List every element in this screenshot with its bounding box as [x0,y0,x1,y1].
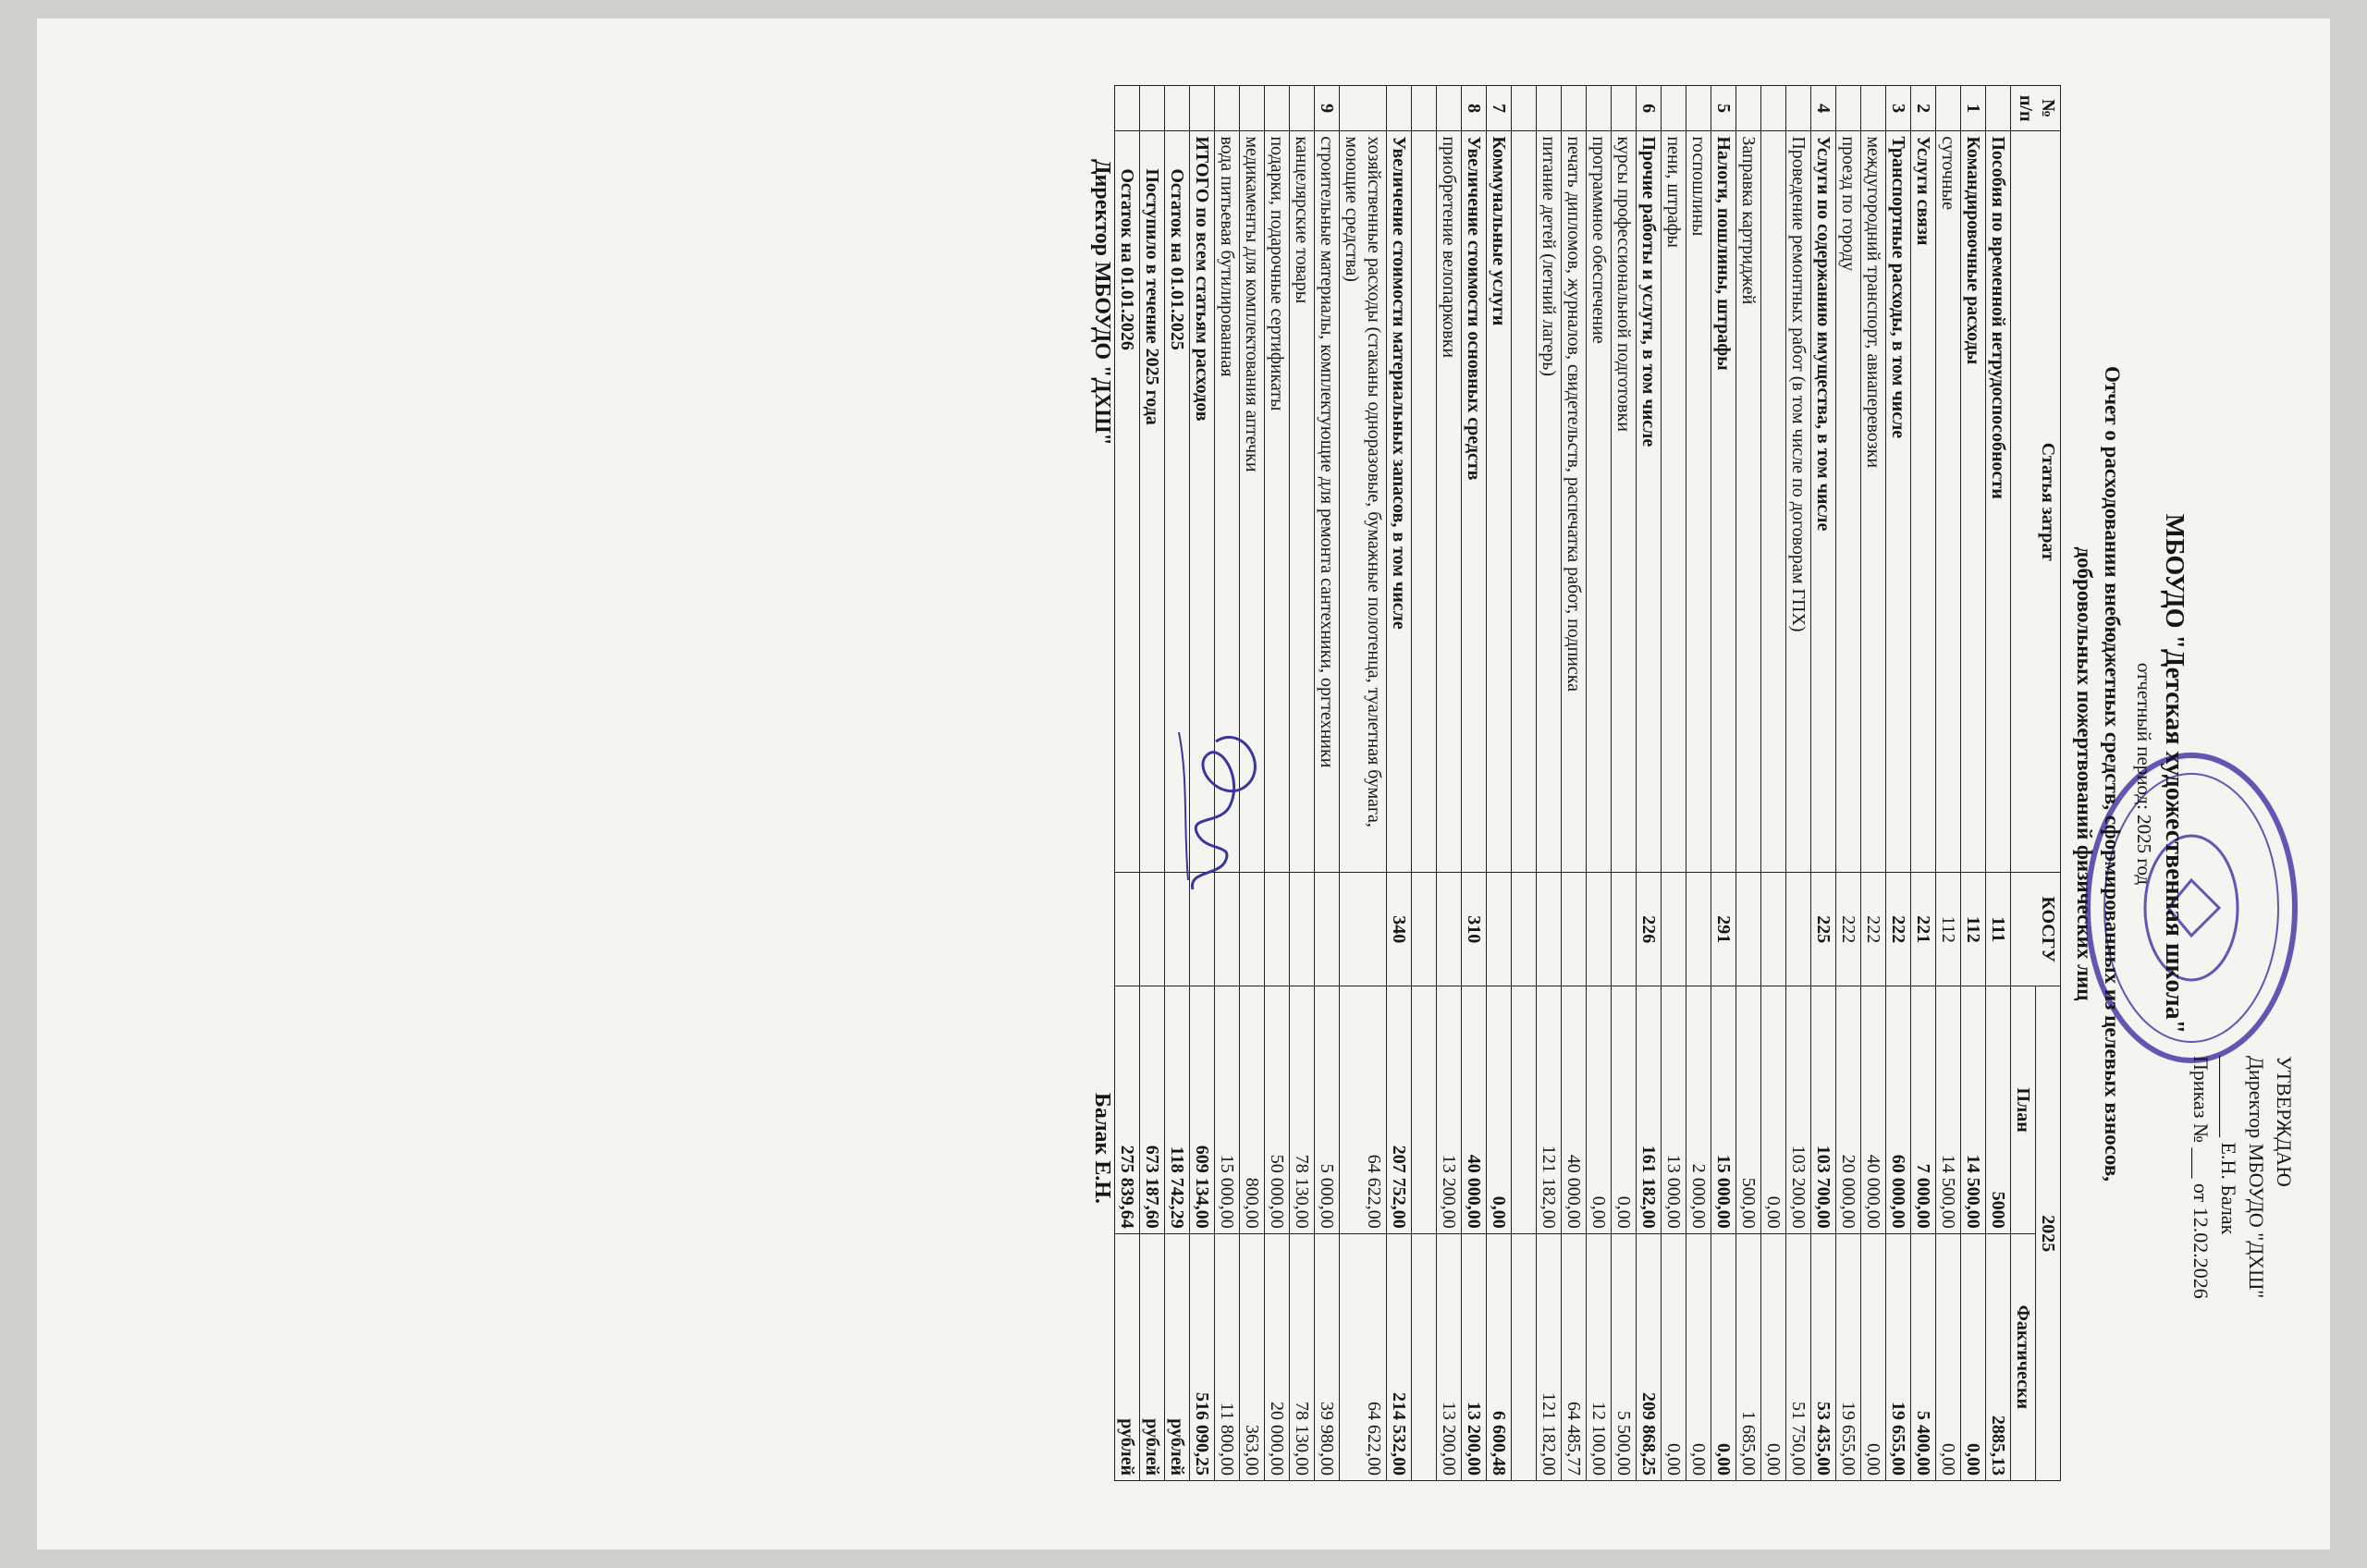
row-kosgu [1340,873,1387,986]
table-row [1836,86,1861,1481]
row-plan: 0,00 [1487,986,1512,1233]
row-number [1936,86,1961,131]
row-plan: 14 500,00 [1961,986,1986,1233]
approval-block [2187,1056,2298,1453]
row-item-name: канцелярские товары [1290,131,1315,873]
row-plan: 5000 [1986,986,2011,1233]
row-kosgu: 222 [1886,873,1911,986]
row-item-name: хозяйственные расходы (стаканы одноразовые, бумажные полотенца, туалетная бумага, моющие средства) [1340,131,1387,873]
row-fact: 0,00 [1761,1233,1786,1480]
total-plan: 609 134,00 [1190,986,1215,1233]
row-plan: 2 000,00 [1686,986,1711,1233]
header-kosgu: КОСГУ [2011,873,2061,986]
row-kosgu [1290,873,1315,986]
row-item-name: Пособия по временной нетрудоспособности [1986,131,2011,873]
row-plan: 5 000,00 [1315,986,1340,1233]
header-fact: Фактически [2011,1233,2036,1480]
table-body [1215,86,2011,1481]
row-fact: 0,00 [1861,1233,1886,1480]
approval-line-4: Приказ № ___ от 12.02.2026 [2189,1056,2213,1299]
row-number [1240,86,1265,131]
report-period: отчетный период: 2025 год [2133,662,2155,886]
table-row [1637,86,1662,1481]
row-fact: 5 500,00 [1612,1233,1637,1480]
report-title: МБОУДО "Детская художественная школа" [2160,513,2189,1035]
balance-label: Поступило в течение 2025 года [1140,131,1165,873]
row-kosgu: 112 [1936,873,1961,986]
row-plan: 7 000,00 [1911,986,1936,1233]
row-number [1861,86,1886,131]
approval-line-3: ________ Е.Н. Балак [2217,1056,2240,1235]
row-kosgu: 340 [1387,873,1412,986]
row-number [1662,86,1686,131]
row-fact: 11 800,00 [1215,1233,1240,1480]
row-kosgu [1487,873,1512,986]
row-plan: 161 182,00 [1637,986,1662,1233]
row-fact: 121 182,00 [1537,1233,1562,1480]
row-number [1290,86,1315,131]
row-number: 8 [1462,86,1487,131]
row-kosgu [1662,873,1686,986]
director-title: Директор МБОУДО "ДХШ" [1090,159,1114,446]
balance-value: 118 742,29 [1165,986,1190,1233]
row-fact: 214 532,00 [1387,1233,1412,1480]
row-kosgu [1512,873,1537,986]
table-row [1387,86,1412,1481]
table-row [1612,86,1637,1481]
header-plan: План [2011,986,2036,1233]
document-page [37,18,2330,1550]
row-kosgu [1786,873,1811,986]
table-row [1911,86,1936,1481]
row-fact: 0,00 [1936,1233,1961,1480]
row-plan [1512,986,1537,1233]
row-item-name: междугородний транспорт, авиаперевозки [1861,131,1886,873]
row-item-name: Командировочные расходы [1961,131,1986,873]
row-number: 3 [1886,86,1911,131]
row-item-name: Заправка картриджей [1736,131,1761,873]
table-row [1412,86,1437,1481]
table-row [1886,86,1911,1481]
row-kosgu: 291 [1711,873,1736,986]
table-row [1462,86,1487,1481]
row-number [1761,86,1786,131]
row-plan: 78 130,00 [1290,986,1315,1233]
balance-label: Остаток на 01.01.2026 [1115,131,1140,873]
row-item-name: Прочие работы и услуги, в том числе [1637,131,1662,873]
row-plan: 15 000,00 [1711,986,1736,1233]
row-item-name: питание детей (летний лагерь) [1537,131,1562,873]
balance-unit: рублей [1140,1233,1165,1480]
table-row [1340,86,1387,1481]
table-row [1686,86,1711,1481]
row-fact: 209 868,25 [1637,1233,1662,1480]
row-item-name: проезд по городу [1836,131,1861,873]
row-number [1612,86,1637,131]
row-kosgu [1315,873,1340,986]
balance-row [1115,86,1140,1481]
row-plan: 121 182,00 [1537,986,1562,1233]
row-plan: 13 000,00 [1662,986,1686,1233]
header-year: 2025 [2036,986,2061,1481]
table-header-row [2036,86,2061,1481]
table-row [1512,86,1537,1481]
row-number [1437,86,1462,131]
row-kosgu: 225 [1811,873,1836,986]
row-plan: 40 000,00 [1861,986,1886,1233]
row-item-name: медикаменты для комплектования аптечки [1240,131,1265,873]
table-row [1562,86,1587,1481]
total-label: ИТОГО по всем статьям расходов [1190,131,1215,873]
row-number [1786,86,1811,131]
balance-value: 275 839,64 [1115,986,1140,1233]
row-number: 5 [1711,86,1736,131]
row-kosgu [1587,873,1612,986]
header-item: Статья затрат [2011,131,2061,873]
table-row [1537,86,1562,1481]
row-plan [1412,986,1437,1233]
row-item-name: печать дипломов, журналов, свидетельств, распечатка работ, подписка [1562,131,1587,873]
row-kosgu: 112 [1961,873,1986,986]
row-number: 1 [1961,86,1986,131]
row-item-name: Услуги связи [1911,131,1936,873]
row-plan: 14 500,00 [1936,986,1961,1233]
row-fact: 12 100,00 [1587,1233,1612,1480]
table-row [1786,86,1811,1481]
row-fact [1412,1233,1437,1480]
row-plan: 15 000,00 [1215,986,1240,1233]
row-kosgu: 111 [1986,873,2011,986]
row-number [1986,86,2011,131]
row-number [1215,86,1240,131]
row-number [1537,86,1562,131]
row-item-name: курсы профессиональной подготовки [1612,131,1637,873]
row-number: 4 [1811,86,1836,131]
row-item-name [1512,131,1537,873]
row-fact: 2885,13 [1986,1233,2011,1480]
row-plan: 60 000,00 [1886,986,1911,1233]
row-item-name: Налоги, пошлины, штрафы [1711,131,1736,873]
table-row [1290,86,1315,1481]
row-kosgu [1736,873,1761,986]
row-plan: 0,00 [1612,986,1637,1233]
row-fact: 0,00 [1662,1233,1686,1480]
row-item-name: Увеличение стоимости основных средств [1462,131,1487,873]
row-fact: 39 980,00 [1315,1233,1340,1480]
report-subtitle [2070,30,2126,1518]
row-fact: 51 750,00 [1786,1233,1811,1480]
row-fact: 363,00 [1240,1233,1265,1480]
row-fact: 0,00 [1686,1233,1711,1480]
total-fact: 516 090,25 [1190,1233,1215,1480]
row-number [1387,86,1412,131]
row-fact: 6 600,48 [1487,1233,1512,1480]
subtitle-line-1: Отчет о расходовании внебюджетных средств, сформированных из целевых взносов, [2101,365,2124,1182]
signer-name: Балак Е.Н. [1090,1093,1114,1205]
row-fact: 0,00 [1961,1233,1986,1480]
table-row [1736,86,1761,1481]
row-item-name: Коммунальные услуги [1487,131,1512,873]
row-item-name: пени, штрафы [1662,131,1686,873]
table-row [1711,86,1736,1481]
row-item-name: Услуги по содержанию имущества, в том числе [1811,131,1836,873]
row-item-name [1761,131,1786,873]
row-fact: 64 485,77 [1562,1233,1587,1480]
balance-unit: рублей [1165,1233,1190,1480]
row-fact: 13 200,00 [1462,1233,1487,1480]
row-number: 2 [1911,86,1936,131]
row-kosgu: 222 [1861,873,1886,986]
approval-line-1: УТВЕРЖДАЮ [2273,1056,2296,1187]
row-plan: 13 200,00 [1437,986,1462,1233]
row-number [1265,86,1290,131]
row-plan: 103 200,00 [1786,986,1811,1233]
row-number [1340,86,1387,131]
row-kosgu [1562,873,1587,986]
row-number [1736,86,1761,131]
table-row [1986,86,2011,1481]
row-plan: 50 000,00 [1265,986,1290,1233]
row-item-name: программное обеспечение [1587,131,1612,873]
row-plan: 0,00 [1761,986,1786,1233]
balance-unit: рублей [1115,1233,1140,1480]
row-plan: 64 622,00 [1340,986,1387,1233]
row-number: 9 [1315,86,1340,131]
row-plan: 207 752,00 [1387,986,1412,1233]
row-plan: 20 000,00 [1836,986,1861,1233]
row-kosgu: 226 [1637,873,1662,986]
approval-line-2: Директор МБОУДО "ДХШ" [2245,1056,2268,1299]
table-row [1961,86,1986,1481]
row-number [1562,86,1587,131]
row-kosgu [1412,873,1437,986]
row-number: 7 [1487,86,1512,131]
table-row [1811,86,1836,1481]
subtitle-line-2: добровольных пожертвований физических лиц [2073,546,2096,1001]
row-fact [1512,1233,1537,1480]
row-item-name: госпошлины [1686,131,1711,873]
row-fact: 19 655,00 [1836,1233,1861,1480]
balance-value: 673 187,60 [1140,986,1165,1233]
table-row [1437,86,1462,1481]
row-kosgu [1537,873,1562,986]
row-item-name: вода питьевая бутилированная [1215,131,1240,873]
table-row [1487,86,1512,1481]
row-item-name: подарки, подарочные сертификаты [1265,131,1290,873]
row-kosgu: 221 [1911,873,1936,986]
row-item-name: Транспортные расходы, в том числе [1886,131,1911,873]
balance-label: Остаток на 01.01.2025 [1165,131,1190,873]
row-fact: 19 655,00 [1886,1233,1911,1480]
table-row [1936,86,1961,1481]
row-item-name: приобретение велопарковки [1437,131,1462,873]
handwritten-signature [1151,714,1281,899]
row-plan: 103 700,00 [1811,986,1836,1233]
row-fact: 20 000,00 [1265,1233,1290,1480]
row-plan: 0,00 [1587,986,1612,1233]
table-row [1662,86,1686,1481]
row-number [1512,86,1537,131]
row-number [1836,86,1861,131]
row-plan: 40 000,00 [1562,986,1587,1233]
row-kosgu [1686,873,1711,986]
row-fact: 0,00 [1711,1233,1736,1480]
row-item-name: суточные [1936,131,1961,873]
row-item-name: Проведение ремонтных работ (в том числе по договорам ГПХ) [1786,131,1811,873]
row-plan: 500,00 [1736,986,1761,1233]
row-fact: 78 130,00 [1290,1233,1315,1480]
rotated-report [97,30,2335,1518]
row-item-name: Увеличение стоимости материальных запасов, в том числе [1387,131,1412,873]
row-plan: 40 000,00 [1462,986,1487,1233]
row-fact: 53 435,00 [1811,1233,1836,1480]
row-kosgu: 310 [1462,873,1487,986]
row-number [1587,86,1612,131]
row-kosgu [1437,873,1462,986]
header-no: № п/п [2011,86,2061,131]
table-row [1587,86,1612,1481]
row-kosgu: 222 [1836,873,1861,986]
row-item-name [1412,131,1437,873]
row-kosgu [1612,873,1637,986]
table-row [1861,86,1886,1481]
row-item-name: строительные материалы, комплектующие для ремонта сантехники, оргтехники [1315,131,1340,873]
row-number: 6 [1637,86,1662,131]
row-fact: 64 622,00 [1340,1233,1387,1480]
row-fact: 13 200,00 [1437,1233,1462,1480]
row-plan: 800,00 [1240,986,1265,1233]
row-fact: 5 400,00 [1911,1233,1936,1480]
table-row [1761,86,1786,1481]
row-kosgu [1761,873,1786,986]
table-row [1315,86,1340,1481]
row-number [1412,86,1437,131]
row-fact: 1 685,00 [1736,1233,1761,1480]
row-number [1686,86,1711,131]
